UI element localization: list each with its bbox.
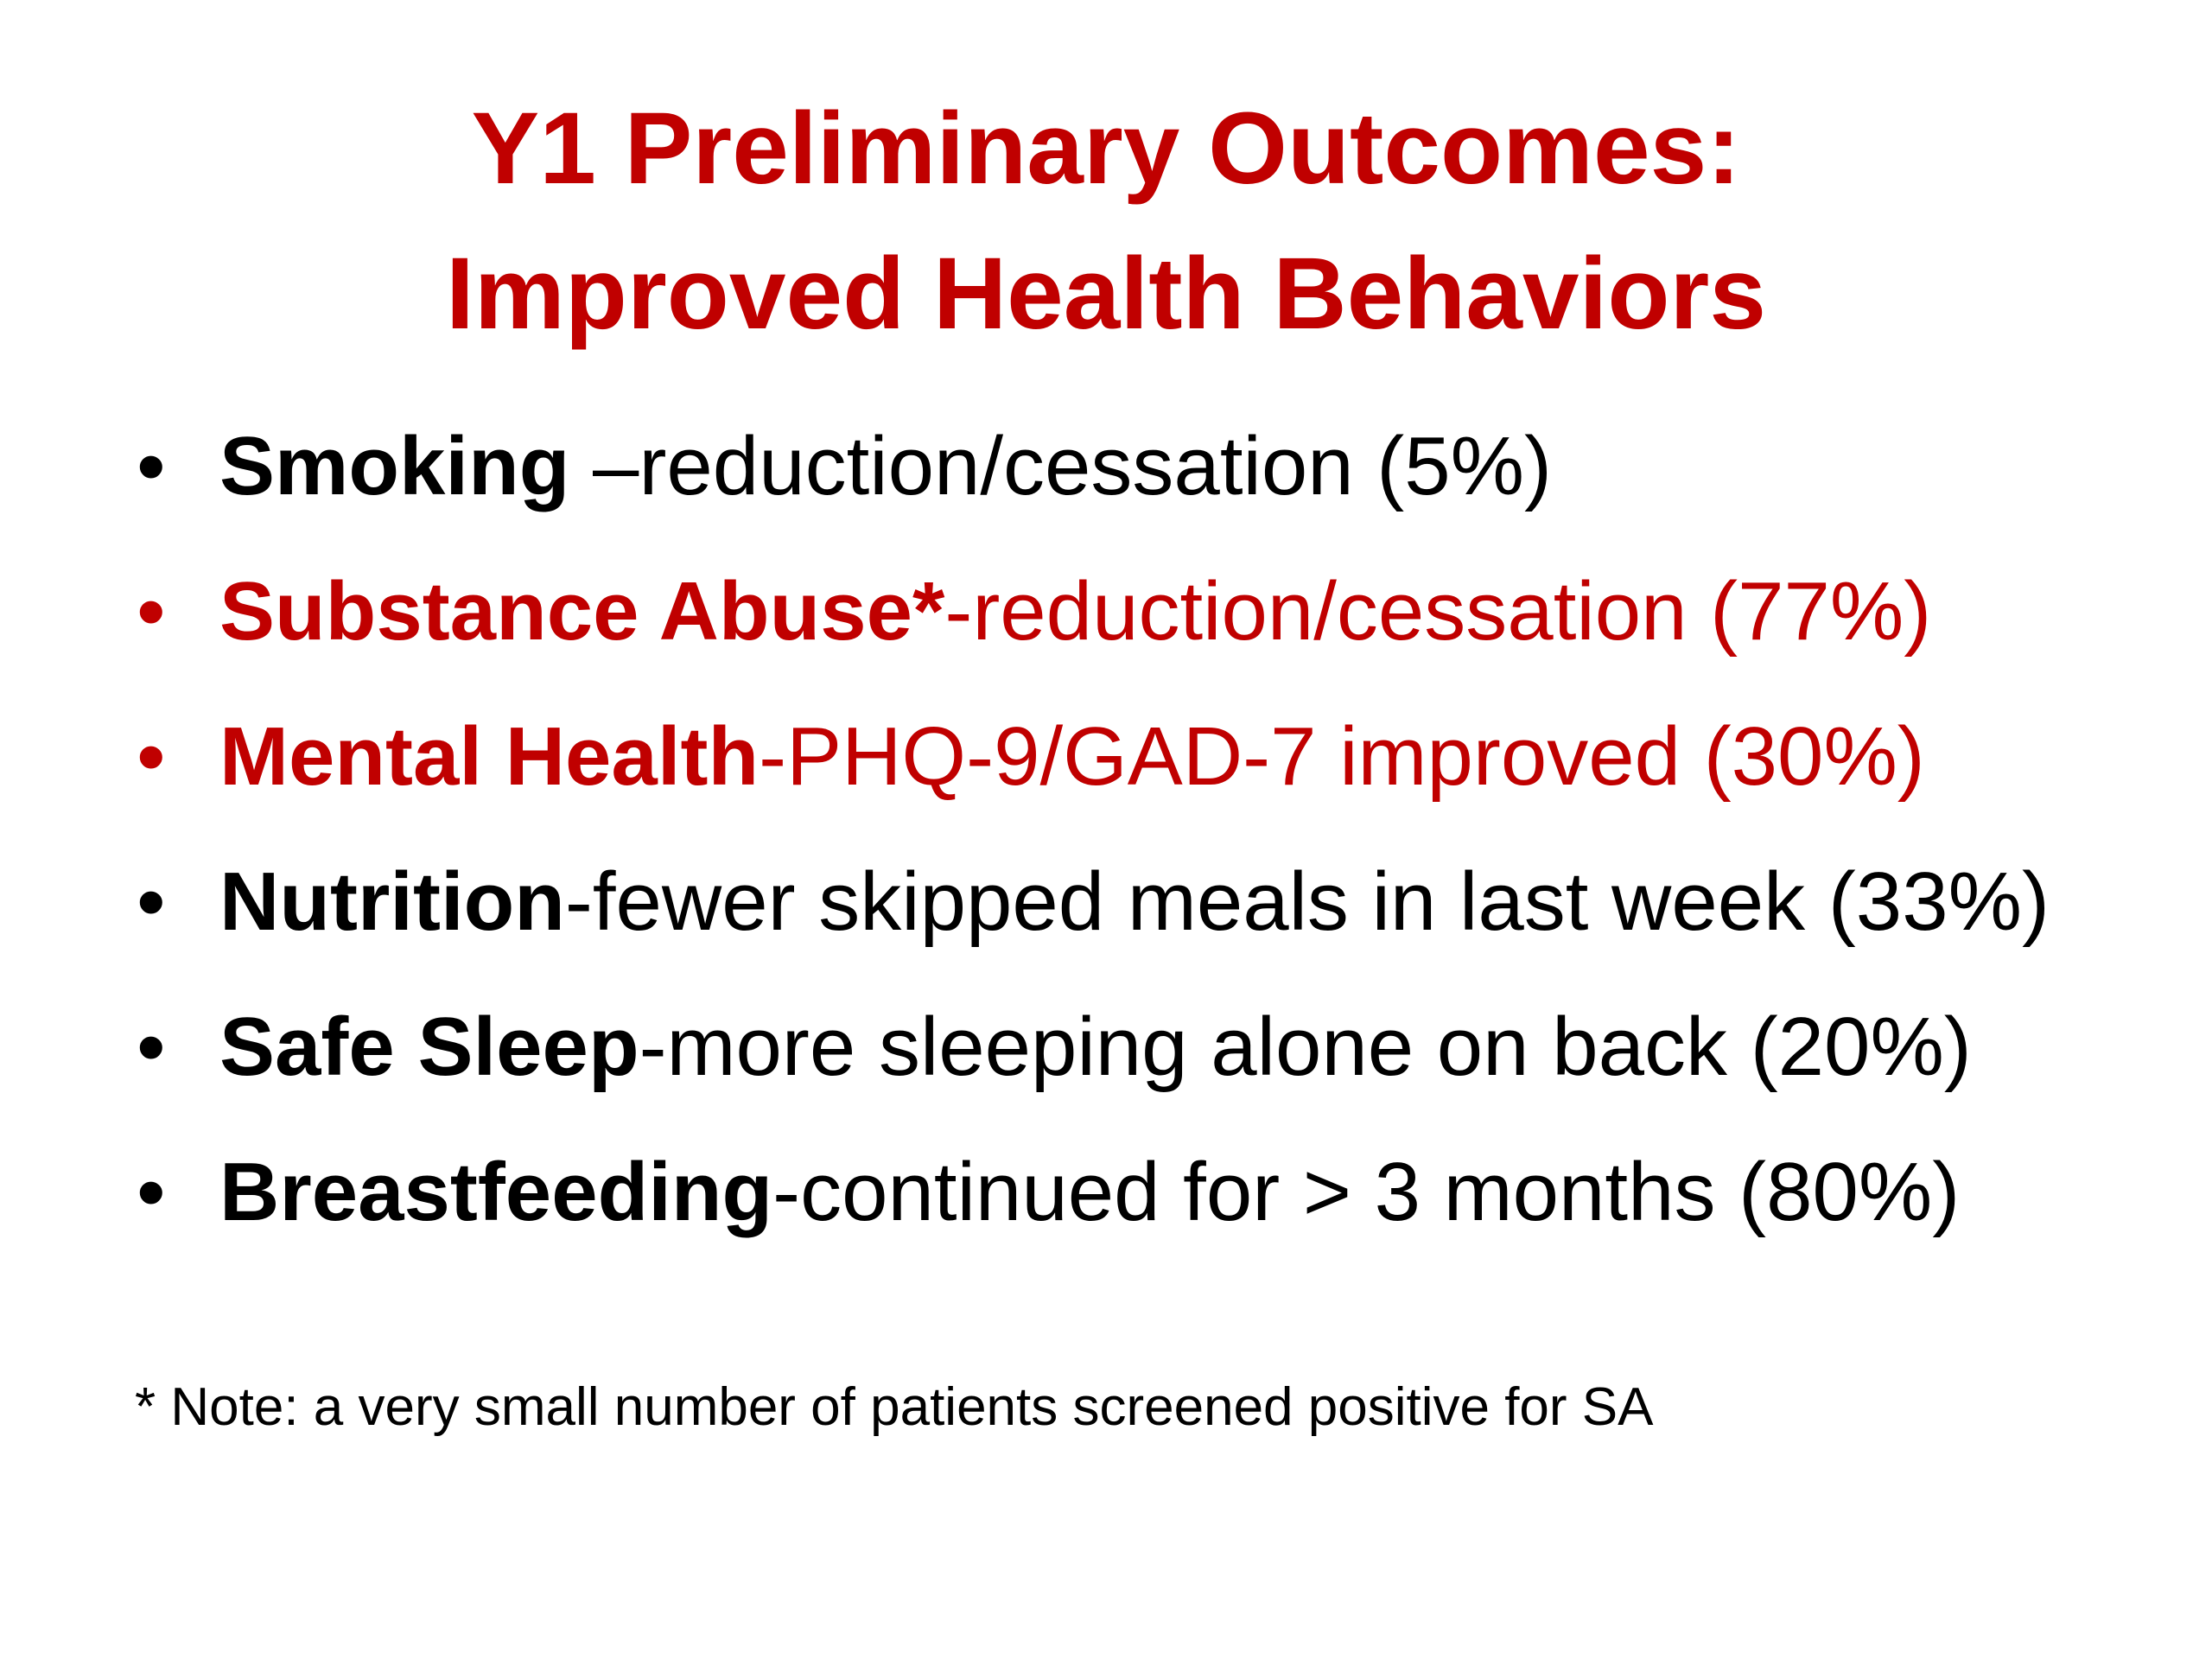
bullet-text: -reduction/cessation (77%): [944, 565, 1932, 658]
slide-title: [0, 76, 2212, 366]
bullet-term: Nutrition: [219, 855, 565, 948]
bullet-text: -PHQ-9/GAD-7 improved (30%): [759, 710, 1925, 803]
bullet-term: Breastfeeding: [219, 1146, 773, 1238]
title-line-1: Y1 Preliminary Outcomes:: [471, 92, 1741, 206]
bullet-dot-icon: •: [137, 1146, 166, 1238]
bullet-text: -more sleeping alone on back (20%): [639, 1001, 1972, 1093]
bullet-term: Smoking: [219, 420, 570, 512]
bullet-dot-icon: •: [137, 420, 166, 512]
bullet-safe-sleep: [130, 985, 2117, 1109]
bullet-term: Substance Abuse*: [219, 565, 945, 658]
bullet-smoking: [130, 404, 2117, 529]
bullet-substance-abuse: [130, 550, 2117, 674]
bullet-nutrition: [130, 840, 2117, 964]
footnote: * Note: a very small number of patients screened positive for SA: [135, 1377, 1654, 1437]
bullet-dot-icon: •: [137, 565, 166, 658]
bullet-breastfeeding: [130, 1130, 2117, 1255]
bullet-term: Safe Sleep: [219, 1001, 639, 1093]
bullet-text: -continued for > 3 months (80%): [772, 1146, 1961, 1238]
bullet-dot-icon: •: [137, 855, 166, 948]
bullet-mental-health: [130, 695, 2117, 819]
bullet-dot-icon: •: [137, 1001, 166, 1093]
title-line-2: Improved Health Behaviors: [446, 237, 1766, 351]
bullet-dot-icon: •: [137, 710, 166, 803]
bullet-text: -fewer skipped meals in last week (33%): [564, 855, 2050, 948]
bullet-term: Mental Health: [219, 710, 760, 803]
outcomes-list: [130, 404, 2117, 1275]
bullet-text: –reduction/cessation (5%): [569, 420, 1552, 512]
